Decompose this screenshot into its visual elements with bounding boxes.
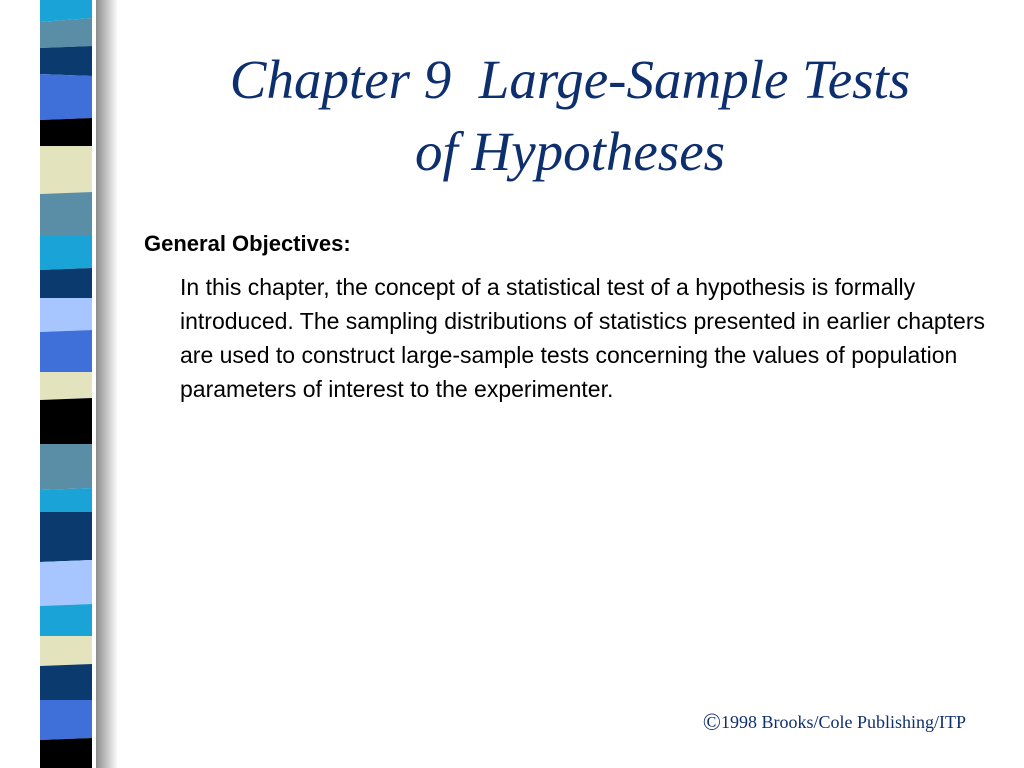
section-heading: General Objectives:	[144, 231, 351, 256]
title-line-2: of Hypotheses	[414, 121, 726, 182]
stripe-block	[40, 372, 92, 400]
decorative-stripe	[0, 0, 120, 768]
stripe-block	[40, 268, 92, 298]
stripe-block	[40, 146, 92, 194]
stripe-shadow	[96, 0, 118, 768]
stripe-block	[40, 298, 92, 332]
stripe-block	[40, 560, 92, 606]
objectives-paragraph: In this chapter, the concept of a statistical test of a hypothesis is formally introduced. The sampling distributions of statistics presented in earlier chapters are used to construct large-sample tests concerning the values of population parameters of interest to the experimenter.	[180, 274, 985, 402]
copyright-footer	[703, 710, 966, 737]
stripe-block	[40, 46, 92, 76]
stripe-block	[40, 192, 92, 236]
stripe-block	[40, 398, 92, 444]
stripe-block	[40, 636, 92, 666]
stripe-block	[40, 74, 92, 120]
stripe-block	[40, 738, 92, 768]
stripe-block	[40, 700, 92, 740]
stripe-block	[40, 604, 92, 636]
stripe-graphic	[0, 0, 120, 768]
copyright-text: 1998 Brooks/Cole Publishing/ITP	[720, 712, 966, 732]
stripe-block	[40, 444, 92, 490]
stripe-block	[40, 330, 92, 372]
stripe-block	[40, 664, 92, 700]
stripe-block	[40, 512, 92, 562]
stripe-block	[40, 236, 92, 270]
stripe-block	[40, 18, 92, 48]
slide-title	[150, 44, 990, 188]
stripe-block	[40, 488, 92, 512]
title-line-1: Chapter 9 Large-Sample Tests	[229, 49, 911, 110]
stripe-block	[40, 118, 92, 146]
copyright-symbol: ©	[702, 710, 721, 736]
